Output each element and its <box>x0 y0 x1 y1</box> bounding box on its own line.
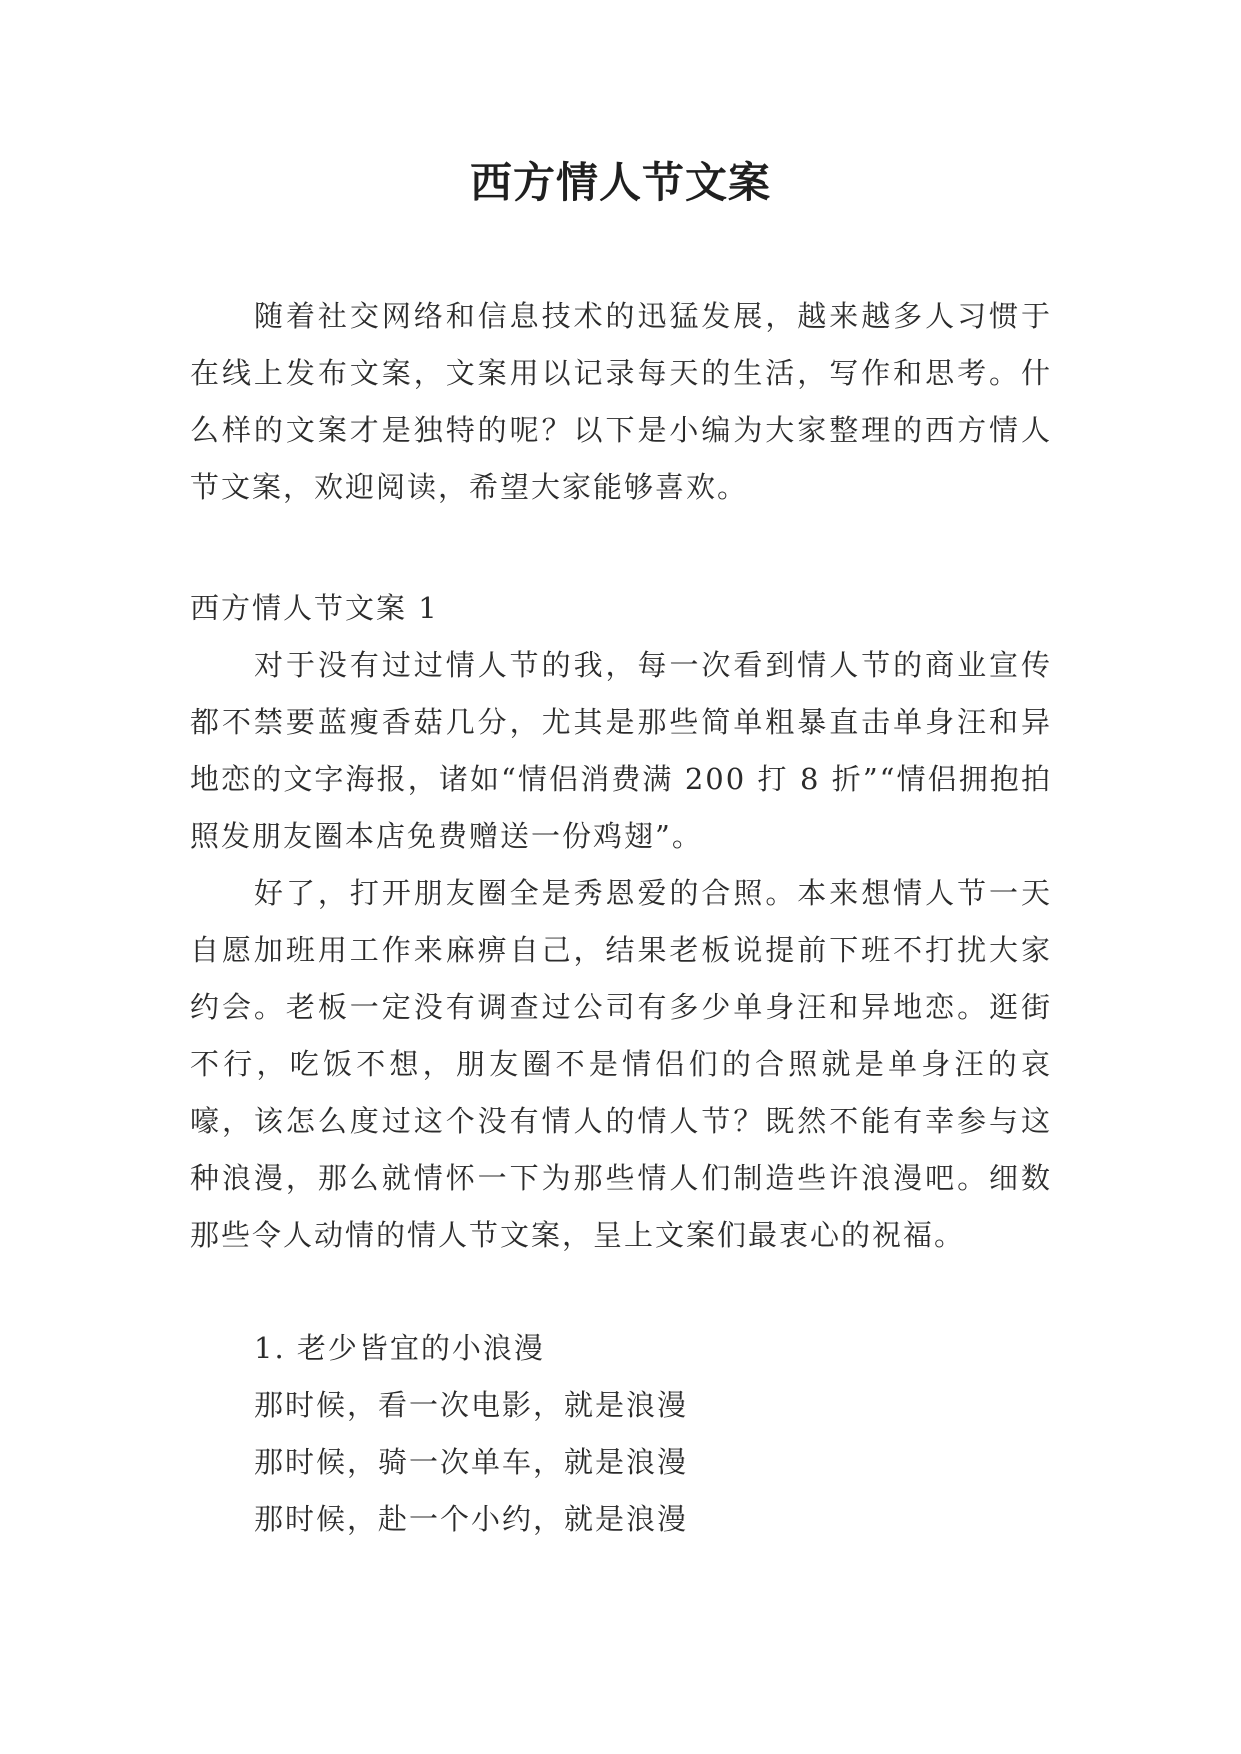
list-line-4: 那时候，赴一个小约，就是浪漫 <box>254 1502 689 1536</box>
list-line-2: 那时候，看一次电影，就是浪漫 <box>254 1388 689 1422</box>
paragraph-2: 好了，打开朋友圈全是秀恩爱的合照。本来想情人节一天自愿加班用工作来麻痹自己，结果老板说提前下班不打扰大家约会。老板一定没有调查过公司有多少单身汪和异地恋。逛街不行，吃饭不想，朋友圈不是情侣们的合照就是单身汪的哀嚎，该怎么度过这个没有情人的情人节？既然不能有幸参与这种浪漫，那么就情怀一下为那些情人们制造些许浪漫吧。细数那些令人动情的情人节文案，呈上文案们最衷心的祝福。 <box>190 876 1052 1252</box>
document-title: 西方情人节文案 <box>469 158 771 207</box>
list-line-1: 1. 老少皆宜的小浪漫 <box>254 1331 545 1365</box>
list-line-3: 那时候，骑一次单车，就是浪漫 <box>254 1445 689 1479</box>
section-heading: 西方情人节文案 1 <box>190 591 439 625</box>
intro-paragraph: 随着社交网络和信息技术的迅猛发展，越来越多人习惯于在线上发布文案，文案用以记录每天的生活，写作和思考。什么样的文案才是独特的呢？以下是小编为大家整理的西方情人节文案，欢迎阅读，希望大家能够喜欢。 <box>190 299 1052 504</box>
paragraph-1: 对于没有过过情人节的我，每一次看到情人节的商业宣传都不禁要蓝瘦香菇几分，尤其是那些简单粗暴直击单身汪和异地恋的文字海报，诸如“情侣消费满 200 打 8 折”“情侣拥抱拍照发朋友圈本店免费赠送一份鸡翅”。 <box>190 648 1052 853</box>
